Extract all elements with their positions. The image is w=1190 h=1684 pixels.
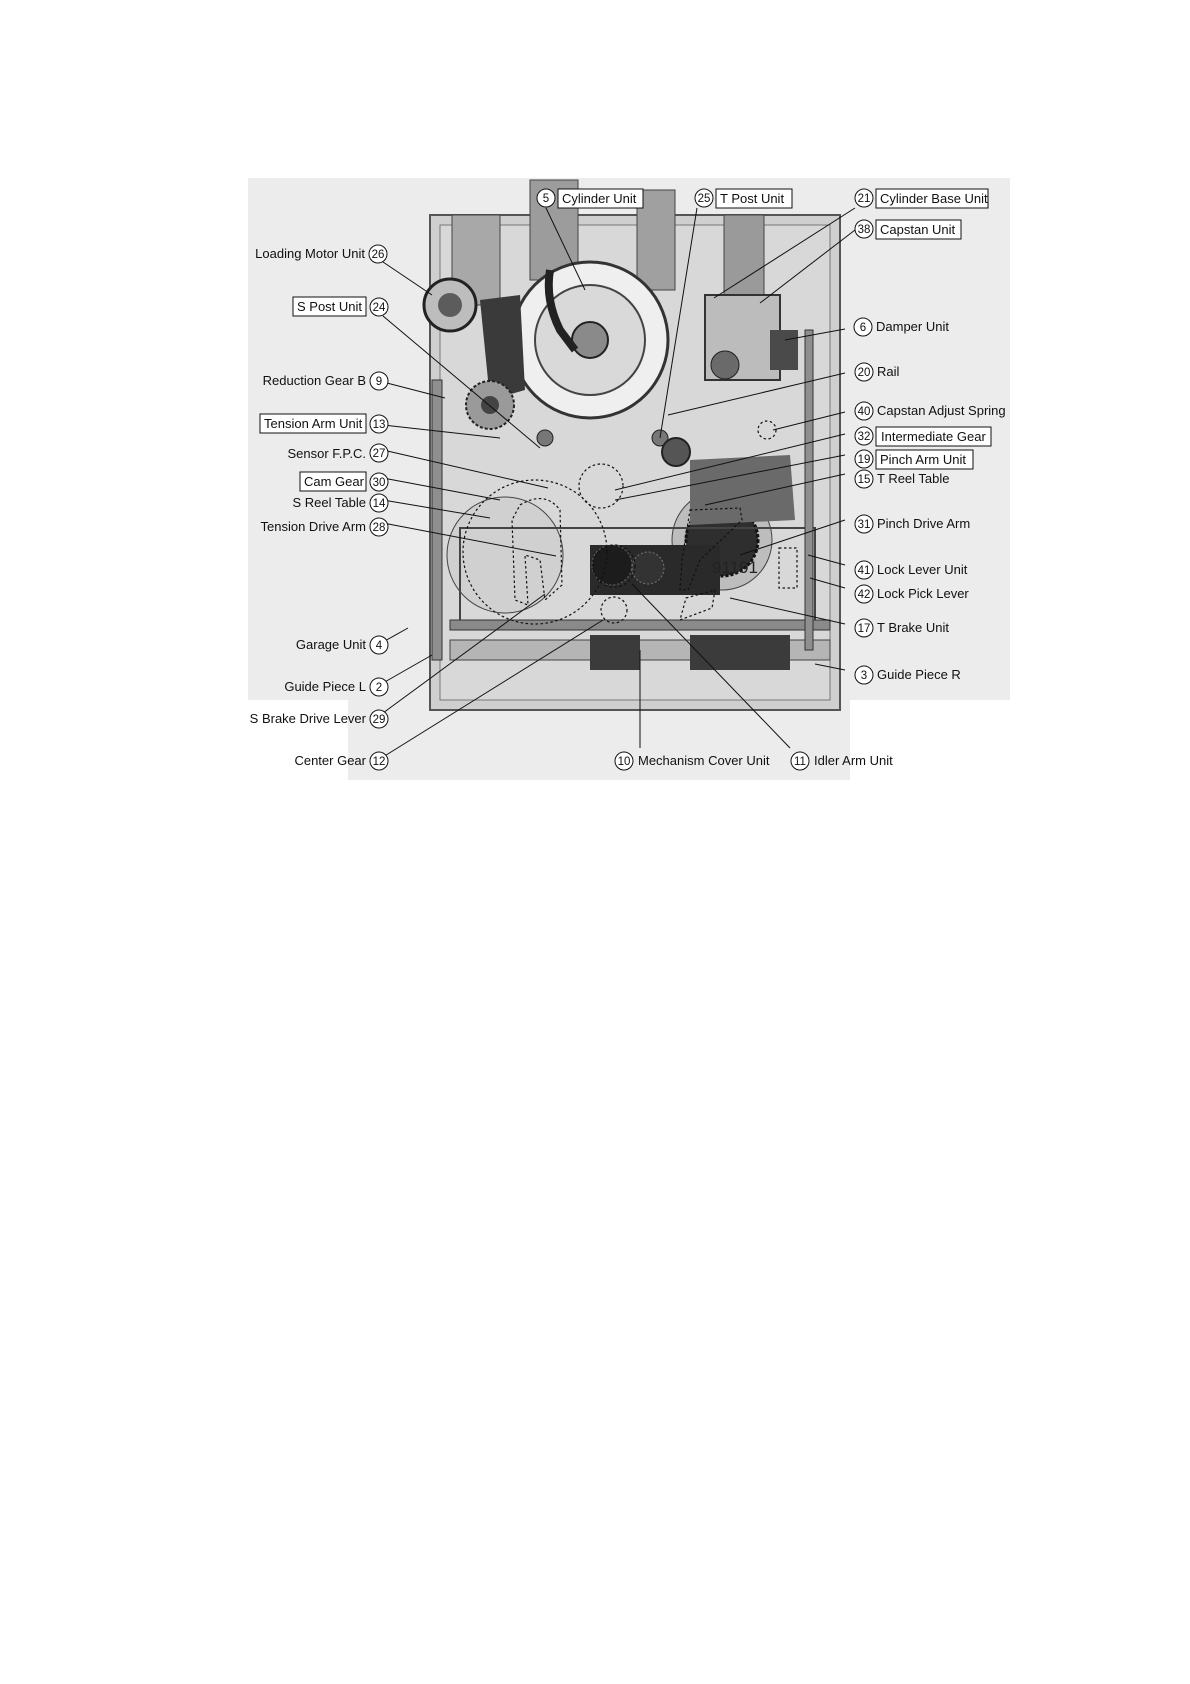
callout-12-center-gear xyxy=(294,752,388,770)
part-number: 9 xyxy=(375,376,383,388)
part-label: Rail xyxy=(877,364,900,379)
part-number: 15 xyxy=(857,474,871,486)
part-label: Center Gear xyxy=(294,753,366,768)
part-number: 28 xyxy=(372,522,386,534)
callout-27-sensor-fpc xyxy=(287,444,388,462)
callout-25-t-post-unit xyxy=(695,189,792,208)
callout-3-guide-piece-r xyxy=(855,666,961,684)
part-label: Cylinder Unit xyxy=(562,191,637,206)
part-label: Reduction Gear B xyxy=(262,373,366,388)
part-number: 19 xyxy=(857,454,871,466)
part-label: Pinch Drive Arm xyxy=(877,516,971,531)
part-label: Capstan Adjust Spring xyxy=(877,403,1006,418)
part-number: 12 xyxy=(372,756,386,768)
callout-17-t-brake-unit xyxy=(855,619,949,637)
part-number: 10 xyxy=(617,756,631,768)
part-label: S Reel Table xyxy=(292,495,366,510)
part-label: Damper Unit xyxy=(876,319,949,334)
part-number: 11 xyxy=(794,756,806,768)
part-number: 2 xyxy=(375,682,383,694)
part-number: 40 xyxy=(857,406,871,418)
part-label: T Brake Unit xyxy=(877,620,950,635)
callout-20-rail xyxy=(855,363,900,381)
part-number: 14 xyxy=(372,498,386,510)
photo-marking: 91191 xyxy=(712,558,759,577)
part-label: T Reel Table xyxy=(877,471,950,486)
part-number: 17 xyxy=(857,623,871,635)
callout-15-t-reel-table xyxy=(855,470,950,488)
part-number: 4 xyxy=(375,640,383,652)
part-label: Garage Unit xyxy=(295,637,366,652)
callout-10-mechanism-cover-unit xyxy=(615,752,770,770)
callout-2-guide-piece-l xyxy=(284,678,388,696)
part-label: Tension Arm Unit xyxy=(264,416,363,431)
callout-30-cam-gear xyxy=(300,472,388,491)
part-number: 42 xyxy=(857,589,871,601)
callout-40-capstan-adjust-spring xyxy=(855,402,1006,420)
part-label: Cylinder Base Unit xyxy=(880,191,988,206)
part-number: 13 xyxy=(372,419,386,431)
part-label: Tension Drive Arm xyxy=(260,519,366,534)
part-number: 24 xyxy=(372,302,386,314)
part-number: 3 xyxy=(860,670,868,682)
part-number: 26 xyxy=(371,249,385,261)
part-label: Sensor F.P.C. xyxy=(287,446,366,461)
part-label: S Brake Drive Lever xyxy=(249,711,366,726)
callout-24-s-post-unit xyxy=(293,297,388,316)
part-label: Guide Piece R xyxy=(877,667,961,682)
part-label: Cam Gear xyxy=(304,474,364,489)
part-number: 5 xyxy=(542,193,550,205)
part-label: Idler Arm Unit xyxy=(814,753,893,768)
part-label: Lock Pick Lever xyxy=(877,586,969,601)
part-number: 6 xyxy=(859,322,867,334)
part-label: Mechanism Cover Unit xyxy=(638,753,770,768)
callout-4-garage-unit xyxy=(296,636,388,654)
part-label: T Post Unit xyxy=(720,191,785,206)
part-number: 27 xyxy=(372,448,386,460)
part-number: 29 xyxy=(372,714,386,726)
part-label: Intermediate Gear xyxy=(881,429,986,444)
part-number: 41 xyxy=(857,565,871,577)
part-number: 20 xyxy=(857,367,871,379)
part-label: Pinch Arm Unit xyxy=(880,452,966,467)
part-number: 31 xyxy=(857,519,871,531)
callout-6-damper-unit xyxy=(854,318,949,336)
part-label: Loading Motor Unit xyxy=(255,246,365,261)
part-label: Guide Piece L xyxy=(284,679,366,694)
callout-11-idler-arm-unit xyxy=(791,752,893,770)
part-number: 32 xyxy=(857,431,871,443)
part-label: Capstan Unit xyxy=(880,222,956,237)
callout-14-s-reel-table xyxy=(293,494,388,512)
part-number: 30 xyxy=(372,477,386,489)
part-number: 38 xyxy=(857,224,871,236)
part-number: 21 xyxy=(857,193,871,205)
part-number: 25 xyxy=(697,193,711,205)
part-label: Lock Lever Unit xyxy=(877,562,968,577)
part-label: S Post Unit xyxy=(297,299,363,314)
